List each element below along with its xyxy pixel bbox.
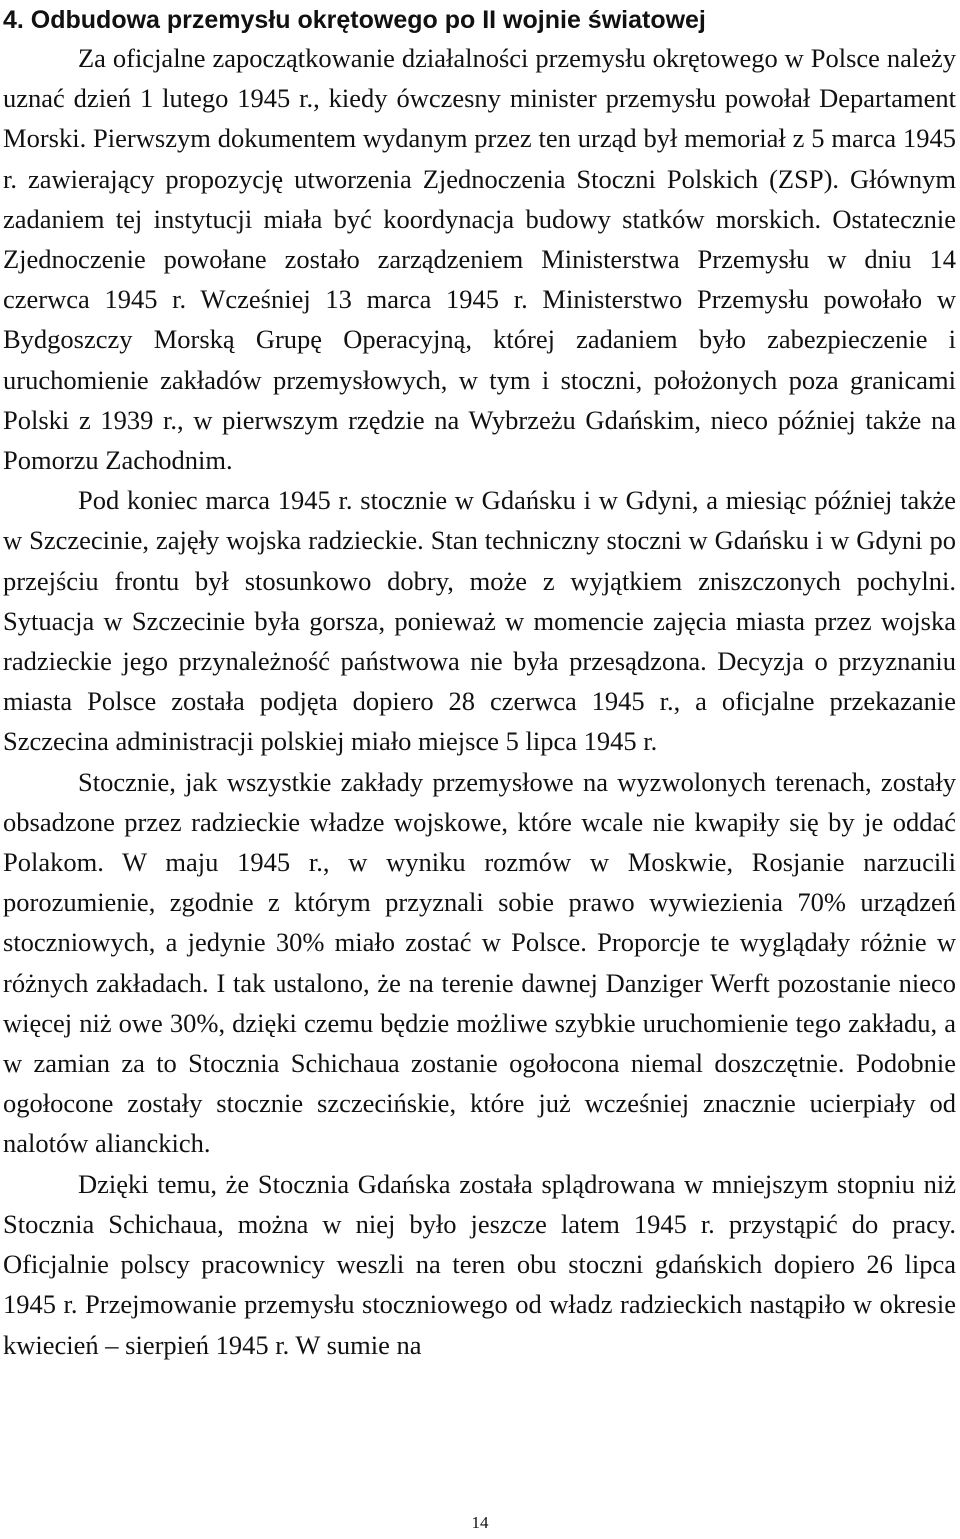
page-number: 14 bbox=[471, 1513, 489, 1532]
paragraph-4: Dzięki temu, że Stocznia Gdańska została splądrowana w mniejszym stopniu niż Stocznia Schichaua, można w niej było jeszcze latem 1945 r. przystąpić do pracy. Oficjalnie polscy pracownicy weszli na teren obu stoczni gdańskich dopiero 26 lipca 1945 r. Przejmowanie przemysłu stoczniowego od władz radzieckich nastąpiło w okresie kwiecień – sierpień 1945 r. W sumie na bbox=[3, 1168, 956, 1360]
paragraph-1: Za oficjalne zapoczątkowanie działalności przemysłu okrętowego w Polsce należy uznać dzień 1 lutego 1945 r., kiedy ówczesny minister przemysłu powołał Departament Morski. Pierwszym dokumentem wydanym przez ten urząd był memoriał z 5 marca 1945 r. zawierający propozycję utworzenia Zjednoczenia Stoczni Polskich (ZSP). Głównym zadaniem tej instytucji miała być koordynacja budowy statków morskich. Ostatecznie Zjednoczenie powołane zostało zarządzeniem Ministerstwa Przemysłu w dniu 14 czerwca 1945 r. Wcześniej 13 marca 1945 r. Ministerstwo Przemysłu powołało w Bydgoszczy Morską Grupę Operacyjną, której zadaniem było zabezpieczenie i uruchomienie zakładów przemysłowych, w tym i stoczni, położonych poza granicami Polski z 1939 r., w pierwszym rzędzie na Wybrzeżu Gdańskim, nieco później także na Pomorzu Zachodnim. bbox=[3, 43, 956, 476]
paragraph-3: Stocznie, jak wszystkie zakłady przemysłowe na wyzwolonych terenach, zostały obsadzone przez radzieckie władze wojskowe, które wcale nie kwapiły się by je oddać Polakom. W maju 1945 r., w wyniku rozmów w Moskwie, Rosjanie narzucili porozumienie, zgodnie z którym przyznali sobie prawo wywiezienia 70% urządzeń stoczniowych, a jedynie 30% miało zostać w Polsce. Proporcje te wyglądały różnie w różnych zakładach. I tak ustalono, że na terenie dawnej Danziger Werft pozostanie nieco więcej niż owe 30%, dzięki czemu będzie możliwe szybkie uruchomienie tego zakładu, a w zamian za to Stocznia Schichaua zostanie ogołocona niemal doszczętnie. Podobnie ogołocone zostały stocznie szczecińskie, które już wcześniej znacznie ucierpiały od nalotów alianckich. bbox=[3, 766, 956, 1159]
section-heading: 4. Odbudowa przemysłu okrętowego po II wojnie światowej bbox=[3, 6, 706, 34]
paragraph-2: Pod koniec marca 1945 r. stocznie w Gdańsku i w Gdyni, a miesiąc później także w Szczecinie, zajęły wojska radzieckie. Stan techniczny stoczni w Gdańsku i w Gdyni po przejściu frontu był stosunkowo dobry, może z wyjątkiem zniszczonych pochylni. Sytuacja w Szczecinie była gorsza, ponieważ w momencie zajęcia miasta przez wojska radzieckie jego przynależność państwowa nie była przesądzona. Decyzja o przyznaniu miasta Polsce została podjęta dopiero 28 czerwca 1945 r., a oficjalne przekazanie Szczecina administracji polskiej miało miejsce 5 lipca 1945 r. bbox=[3, 485, 956, 757]
